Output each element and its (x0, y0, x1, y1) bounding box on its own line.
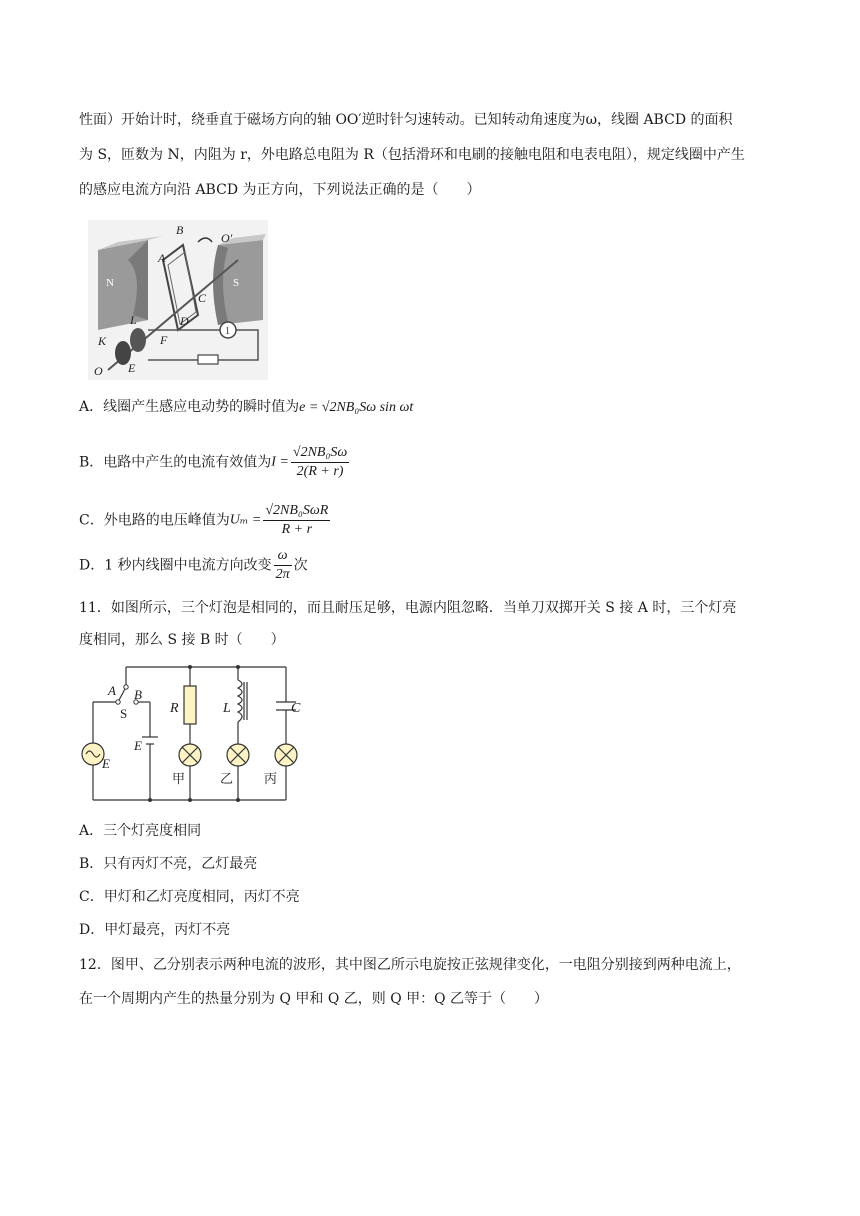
q12-line-2: 在一个周期内产生的热量分别为 Q 甲和 Q 乙，则 Q 甲：Q 乙等于（ ） (79, 991, 549, 1007)
q10-option-b (79, 444, 791, 481)
label-b: B (134, 687, 142, 702)
option-c-denominator: R + r (281, 522, 313, 537)
label-k: K (98, 334, 107, 348)
label-b: B (176, 223, 184, 237)
label-o-prime: O′ (221, 231, 233, 245)
q10-option-d (79, 547, 791, 584)
q11-line-1: 11．如图所示，三个灯泡是相同的，而且耐压足够，电源内阻忽略．当单刀双掷开关 S 接 A 时，三个灯亮 (79, 600, 737, 616)
label-l: L (130, 313, 137, 327)
svg-text:1: 1 (225, 326, 230, 337)
q10-line-2: 为 S，匝数为 N，内阻为 r，外电路总电阻为 R（包括滑环和电刷的接触电阻和电表电阻），规定线圈中产生 (79, 147, 745, 163)
option-c-fraction (263, 502, 330, 539)
option-a-formula: e = √2NB₀Sω sin ωt (299, 400, 414, 415)
q10-option-c (79, 502, 791, 539)
q11-line-2: 度相同，那么 S 接 B 时（ ） (79, 632, 285, 648)
generator-figure (88, 220, 268, 380)
label-lamp-jia: 甲 (172, 771, 186, 786)
option-b-fraction (291, 444, 349, 481)
label-c: C (198, 291, 207, 305)
circuit-figure (80, 662, 310, 807)
label-r: R (170, 701, 179, 716)
label-lamp-bing: 丙 (264, 771, 278, 786)
label-e-battery: E (134, 738, 142, 753)
generator-diagram (88, 220, 268, 380)
label-l: L (223, 701, 231, 716)
option-c-text: C．外电路的电压峰值为 (79, 512, 230, 529)
q11-option-d: D．甲灯最亮，丙灯不亮 (79, 922, 231, 938)
option-d-fraction (274, 547, 292, 584)
label-s: S (120, 706, 128, 721)
option-a-text: A．线圈产生感应电动势的瞬时值为 (79, 399, 300, 415)
q11-option-a: A．三个灯亮度相同 (79, 823, 202, 839)
circuit-diagram (80, 662, 310, 807)
option-c-lhs: Uₘ = (229, 512, 262, 528)
option-b-text: B．电路中产生的电流有效值为 (79, 454, 272, 471)
q10-option-a (79, 397, 791, 418)
label-n: N (106, 277, 114, 289)
option-b-denominator: 2(R + r) (296, 464, 344, 479)
option-b-numerator: √2NB₀Sω (291, 444, 349, 463)
q12-line-1: 12．图甲、乙分别表示两种电流的波形，其中图乙所示电旋按正弦规律变化，一电阻分别接到两种电流上， (79, 957, 741, 973)
option-c-numerator: √2NB₀SωR (263, 502, 330, 521)
q11-option-c: C．甲灯和乙灯亮度相同，丙灯不亮 (79, 889, 300, 905)
label-e-ac: E (102, 756, 110, 771)
label-f: F (160, 333, 168, 347)
label-a: A (158, 251, 166, 265)
label-s: S (233, 277, 240, 289)
option-d-numerator: ω (274, 547, 292, 566)
option-d-tail: 次 (293, 557, 308, 574)
label-o: O (94, 364, 103, 378)
label-c: C (291, 701, 301, 716)
label-a: A (108, 683, 116, 698)
label-lamp-yi: 乙 (220, 771, 234, 786)
option-d-denominator: 2π (275, 567, 290, 582)
label-d: D (180, 314, 189, 328)
q10-line-1: 性面）开始计时，绕垂直于磁场方向的轴 OO′逆时针匀速转动。已知转动角速度为ω，线圈 ABCD 的面积 (79, 112, 733, 128)
option-d-text: D．1 秒内线圈中电流方向改变 (79, 557, 272, 574)
q11-option-b: B．只有丙灯不亮，乙灯最亮 (79, 856, 258, 872)
q10-line-3: 的感应电流方向沿 ABCD 为正方向，下列说法正确的是（ ） (79, 182, 481, 198)
option-b-lhs: I = (271, 454, 289, 470)
label-e: E (128, 361, 136, 375)
